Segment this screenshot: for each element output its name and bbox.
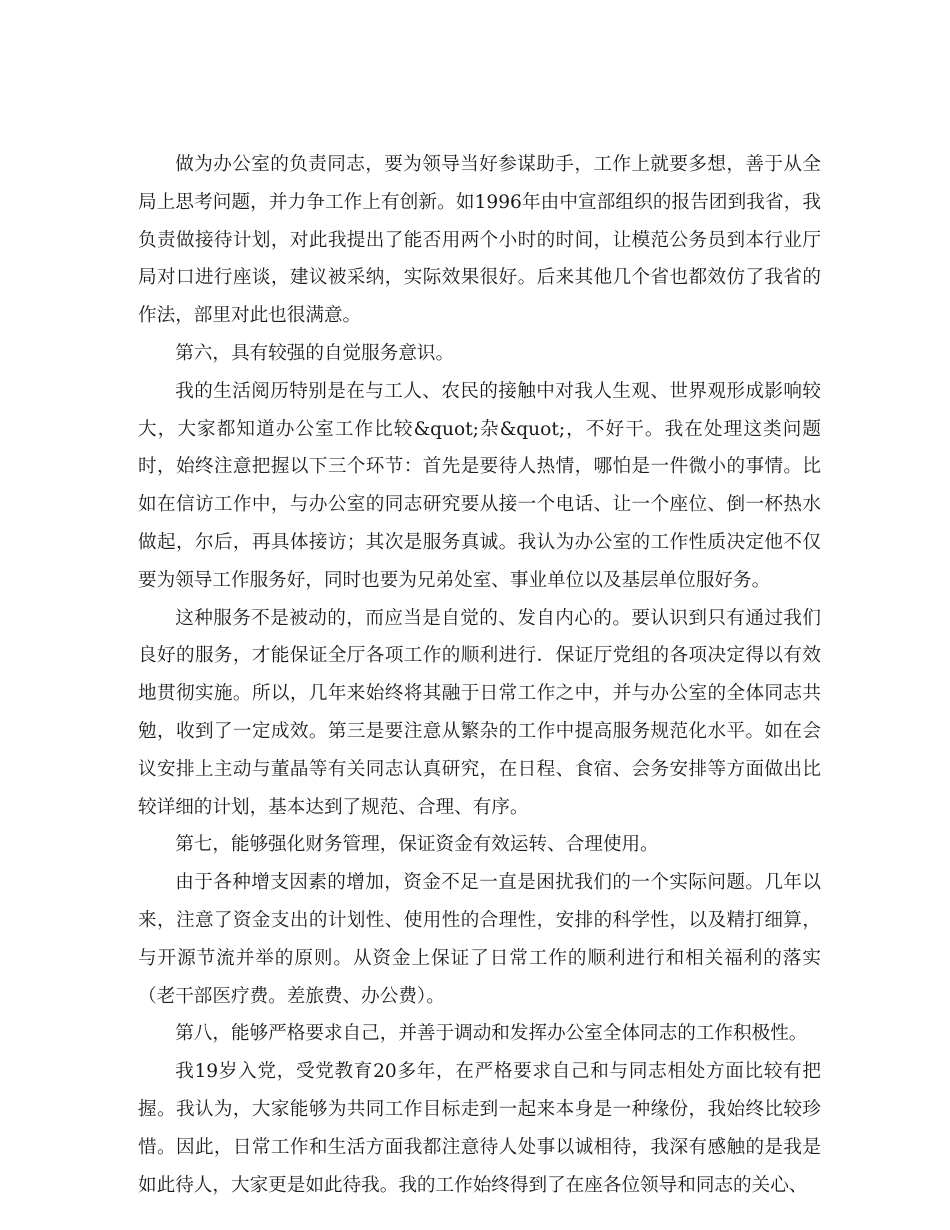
paragraph-service-quality: 这种服务不是被动的，而应当是自觉的、发自内心的。要认识到只有通过我们良好的服务，才能保证全厅各项工作的顺利进行．保证厅党组的各项决定得以有效地贯彻实施。所以，几年来始终将其融于日常工作之中，并与办公室的全体同志共勉，收到了一定成效。第三是要注意从繁杂的工作中提高服务规范化水平。如在会议安排上主动与董晶等有关同志认真研究，在日程、食宿、会务安排等方面做出比较详细的计划，基本达到了规范、合理、有序。 — [138, 607, 821, 818]
heading-point-seven: 第七，能够强化财务管理，保证资金有效运转、合理使用。 — [175, 834, 659, 856]
paragraph-finance: 由于各种增支因素的增加，资金不足一直是困扰我们的一个实际问题。几年以来，注意了资金支出的计划性、使用性的合理性，安排的科学性，以及精打细算，与开源节流并举的原则。从资金上保证了日常工作的顺利进行和相关福利的落实（老干部医疗费。差旅费、办公费）。 — [138, 872, 821, 1007]
paragraph-office-planning: 做为办公室的负责同志，要为领导当好参谋助手，工作上就要多想，善于从全局上思考问题，并力争工作上有创新。如1996年由中宣部组织的报告团到我省，我负责做接待计划，对此我提出了能否用两个小时的时间，让模范公务员到本行业厅局对口进行座谈，建议被采纳，实际效果很好。后来其他几个省也都效仿了我省的作法，部里对此也很满意。 — [138, 154, 821, 327]
heading-point-six: 第六，具有较强的自觉服务意识。 — [175, 342, 455, 364]
paragraph-self-discipline: 我19岁入党，受党教育20多年，在严格要求自己和与同志相处方面比较有把握。我认为，大家能够为共同工作目标走到一起来本身是一种缘份，我始终比较珍惜。因此，日常工作和生活方面我都注意待人处事以诚相待，我深有感触的是我是如此待人，大家更是如此待我。我的工作始终得到了在座各位领导和同志的关心、 — [138, 1061, 821, 1196]
document-body — [138, 146, 821, 1204]
paragraph-service-awareness: 我的生活阅历特别是在与工人、农民的接触中对我人生观、世界观形成影响较大，大家都知道办公室工作比较&quot;杂&quot;，不好干。我在处理这类问题时，始终注意把握以下三个环节：首先是要待人热情，哪怕是一件微小的事情。比如在信访工作中，与办公室的同志研究要从接一个电话、让一个座位、倒一杯热水做起，尔后，再具体接访；其次是服务真诚。我认为办公室的工作性质决定他不仅要为领导工作服务好，同时也要为兄弟处室、事业单位以及基层单位服好务。 — [138, 380, 821, 591]
heading-point-eight: 第八，能够严格要求自己，并善于调动和发挥办公室全体同志的工作积极性。 — [175, 1023, 808, 1045]
